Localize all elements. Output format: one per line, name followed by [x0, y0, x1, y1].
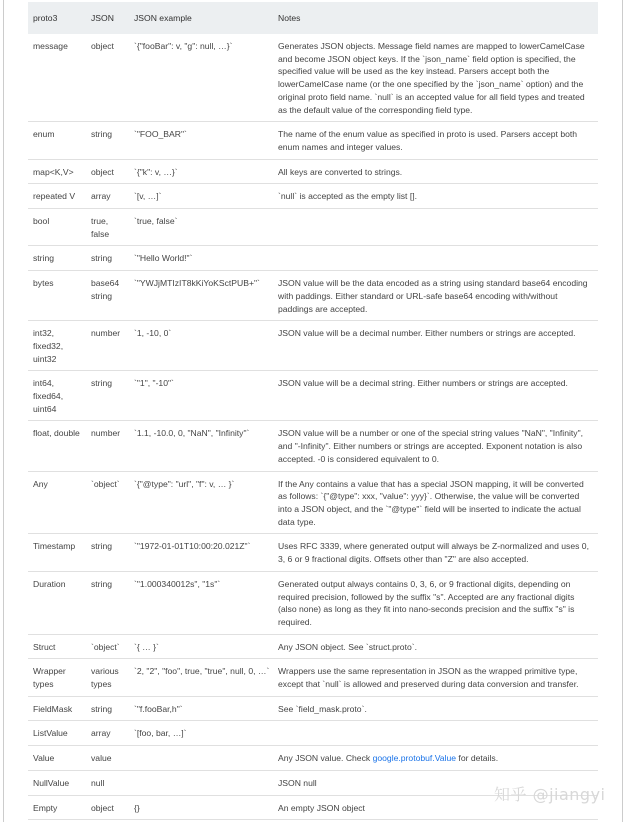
- cell-notes: An empty JSON object: [273, 795, 598, 820]
- cell-json-example: `{ … }`: [129, 634, 273, 659]
- cell-json: number: [86, 421, 129, 471]
- cell-json: null: [86, 770, 129, 795]
- cell-json-example: `[foo, bar, …]`: [129, 721, 273, 746]
- cell-json: true, false: [86, 209, 129, 246]
- cell-notes: JSON value will be a decimal number. Either numbers or strings are accepted.: [273, 321, 598, 371]
- table-row: [28, 421, 598, 471]
- cell-proto3: bytes: [28, 271, 86, 321]
- cell-notes: JSON value will be the data encoded as a string using standard base64 encoding with paddings. Either standard or URL-safe base64 encoding with/without paddings are accepted.: [273, 271, 598, 321]
- cell-json-example: `"f.fooBar,h"`: [129, 696, 273, 721]
- cell-json: string: [86, 571, 129, 634]
- cell-proto3: Struct: [28, 634, 86, 659]
- cell-json-example: `1.1, -10.0, 0, "NaN", "Infinity"`: [129, 421, 273, 471]
- cell-json: various types: [86, 659, 129, 696]
- cell-notes: If the Any contains a value that has a special JSON mapping, it will be converted as follows: `{"@type": xxx, "value": yyy}`. Otherwise, the value will be converted into a JSON object, and the `"@type"` field will be inserted to indicate the actual data type.: [273, 471, 598, 534]
- table-row: [28, 471, 598, 534]
- cell-proto3: ListValue: [28, 721, 86, 746]
- cell-proto3: Timestamp: [28, 534, 86, 571]
- cell-notes: [273, 721, 598, 746]
- cell-notes: JSON value will be a number or one of the special string values "NaN", "Infinity", and "-Infinity". Either numbers or strings are accepted. Exponent notation is also accepted. -0 is considered equivalent to 0.: [273, 421, 598, 471]
- cell-json-example: `{"@type": "url", "f": v, … }`: [129, 471, 273, 534]
- cell-proto3: map<K,V>: [28, 159, 86, 184]
- table-row: [28, 534, 598, 571]
- cell-proto3: float, double: [28, 421, 86, 471]
- cell-json-example: [129, 770, 273, 795]
- cell-json: string: [86, 696, 129, 721]
- cell-json: string: [86, 246, 129, 271]
- watermark: 知乎 @jiangyi: [494, 785, 606, 804]
- cell-proto3: enum: [28, 122, 86, 159]
- cell-json: object: [86, 159, 129, 184]
- cell-json: string: [86, 122, 129, 159]
- table-row: [28, 571, 598, 634]
- cell-json-example: [129, 746, 273, 771]
- table-row: [28, 721, 598, 746]
- cell-json-example: `2, "2", "foo", true, "true", null, 0, …`: [129, 659, 273, 696]
- cell-json-example: `"FOO_BAR"`: [129, 122, 273, 159]
- cell-notes: [273, 746, 598, 771]
- cell-proto3: NullValue: [28, 770, 86, 795]
- cell-json: array: [86, 721, 129, 746]
- cell-json: string: [86, 534, 129, 571]
- notes-text: for details.: [456, 753, 499, 764]
- cell-notes: [273, 246, 598, 271]
- cell-json-example: `"YWJjMTIzIT8kKiYoKSctPUB+"`: [129, 271, 273, 321]
- cell-proto3: Value: [28, 746, 86, 771]
- cell-notes: Generates JSON objects. Message field names are mapped to lowerCamelCase and become JSON object keys. If the `json_name` field option is specified, the specified value will be used as the key instead. Parsers accept both the lowerCamelCase name (or the one specified by the `json_name` option) and the original proto field name. `null` is an accepted value for all field types and treated as the default value of the corresponding field type.: [273, 34, 598, 122]
- cell-json-example: `"1", "-10"`: [129, 371, 273, 421]
- table-row: [28, 371, 598, 421]
- cell-proto3: message: [28, 34, 86, 122]
- cell-notes: [273, 209, 598, 246]
- cell-json: object: [86, 795, 129, 820]
- cell-notes: JSON value will be a decimal string. Either numbers or strings are accepted.: [273, 371, 598, 421]
- cell-proto3: repeated V: [28, 184, 86, 209]
- cell-proto3: FieldMask: [28, 696, 86, 721]
- cell-json-example: `"1.000340012s", "1s"`: [129, 571, 273, 634]
- cell-json-example: `"1972-01-01T10:00:20.021Z"`: [129, 534, 273, 571]
- cell-notes: JSON null: [273, 770, 598, 795]
- table-row: [28, 122, 598, 159]
- proto3-json-mapping-table: [28, 2, 598, 820]
- cell-notes: The name of the enum value as specified in proto is used. Parsers accept both enum names and integer values.: [273, 122, 598, 159]
- table-row: [28, 659, 598, 696]
- cell-notes: Generated output always contains 0, 3, 6, or 9 fractional digits, depending on required precision, followed by the suffix "s". Accepted are any fractional digits (also none) as long as they fit into nano-seconds precision and the suffix "s" is required.: [273, 571, 598, 634]
- header-json-example: JSON example: [129, 2, 273, 34]
- cell-notes: All keys are converted to strings.: [273, 159, 598, 184]
- cell-notes: Wrappers use the same representation in JSON as the wrapped primitive type, except that `null` is allowed and preserved during data conversion and transfer.: [273, 659, 598, 696]
- header-proto3: proto3: [28, 2, 86, 34]
- cell-json-example: `true, false`: [129, 209, 273, 246]
- cell-notes: `null` is accepted as the empty list [].: [273, 184, 598, 209]
- table-row: [28, 246, 598, 271]
- cell-json: base64 string: [86, 271, 129, 321]
- table-row: [28, 34, 598, 122]
- cell-proto3: Any: [28, 471, 86, 534]
- cell-json: `object`: [86, 634, 129, 659]
- cell-json-example: `1, -10, 0`: [129, 321, 273, 371]
- cell-proto3: Wrapper types: [28, 659, 86, 696]
- table-row: [28, 696, 598, 721]
- cell-json-example: `{"fooBar": v, "g": null, …}`: [129, 34, 273, 122]
- cell-proto3: Empty: [28, 795, 86, 820]
- table-row: [28, 184, 598, 209]
- cell-proto3: int64, fixed64, uint64: [28, 371, 86, 421]
- cell-json: array: [86, 184, 129, 209]
- header-notes: Notes: [273, 2, 598, 34]
- table-header-row: [28, 2, 598, 34]
- header-json: JSON: [86, 2, 129, 34]
- cell-proto3: Duration: [28, 571, 86, 634]
- cell-notes: Any JSON object. See `struct.proto`.: [273, 634, 598, 659]
- cell-json: string: [86, 371, 129, 421]
- cell-json: object: [86, 34, 129, 122]
- notes-text: Any JSON value. Check: [278, 753, 373, 764]
- cell-json: number: [86, 321, 129, 371]
- cell-notes: Uses RFC 3339, where generated output will always be Z-normalized and uses 0, 3, 6 or 9 fractional digits. Offsets other than "Z" are also accepted.: [273, 534, 598, 571]
- cell-proto3: int32, fixed32, uint32: [28, 321, 86, 371]
- cell-json-example: {}: [129, 795, 273, 820]
- cell-notes: See `field_mask.proto`.: [273, 696, 598, 721]
- cell-proto3: bool: [28, 209, 86, 246]
- table-row: [28, 271, 598, 321]
- cell-json-example: `"Hello World!"`: [129, 246, 273, 271]
- table-row: [28, 634, 598, 659]
- cell-proto3: string: [28, 246, 86, 271]
- cell-json: `object`: [86, 471, 129, 534]
- cell-json: value: [86, 746, 129, 771]
- google-protobuf-value-link[interactable]: google.protobuf.Value: [372, 753, 457, 764]
- cell-json-example: `[v, …]`: [129, 184, 273, 209]
- table-row: [28, 159, 598, 184]
- table-row: [28, 209, 598, 246]
- table-row: [28, 321, 598, 371]
- table-row: [28, 746, 598, 771]
- cell-json-example: `{"k": v, …}`: [129, 159, 273, 184]
